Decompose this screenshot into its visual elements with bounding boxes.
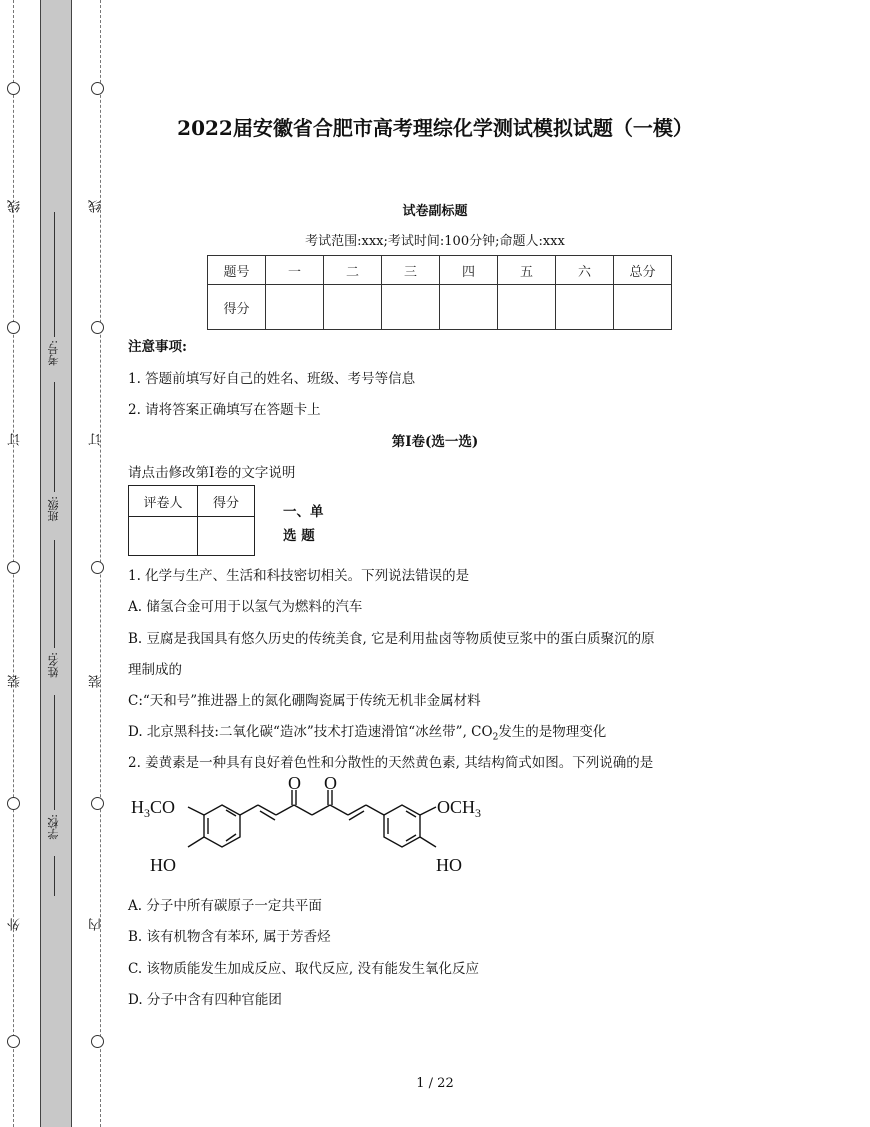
curcumin-structure [128,775,508,885]
margin-char-inner: 装 [89,675,104,688]
field-underline [54,856,55,896]
score-row-label: 得分 [208,285,266,330]
grader-header-cell: 得分 [198,486,255,517]
section-title: 第I卷(选一选) [391,434,479,450]
q2-option-c: C. 该物质能发生加成反应、取代反应, 没有能发生氧化反应 [128,961,480,977]
score-header-cell: 一 [266,256,324,285]
field-label-exam-number: 考号: [47,340,60,366]
q1-option-d [128,720,606,743]
page-title: 2022届安徽省合肥市高考理综化学测试模拟试题（一模） [177,116,693,140]
binding-hole-icon [7,321,20,334]
q1-option-b-cont: 理制成的 [128,662,182,678]
label-och3: OCH [437,797,476,817]
q2-stem: 2. 姜黄素是一种具有良好着色性和分散性的天然黄色素, 其结构简式如图。下列说确的是 [128,755,654,771]
field-label-name: 姓名: [47,652,60,678]
notes-heading: 注意事项: [128,339,187,355]
score-table [207,255,672,330]
svg-text:H3CO [131,797,175,820]
score-header-cell: 总分 [614,256,672,285]
binding-hole-icon [7,797,20,810]
label-h3co-end: CO [150,797,176,817]
field-underline [54,695,55,810]
binding-hole-icon [91,561,104,574]
q1-option-d-text-end: 发生的是物理变化 [498,724,607,740]
question-type-line1: 一、单 [283,504,324,520]
q1-option-b: B. 豆腐是我国具有悠久历史的传统美食, 它是利用盐卤等物质使豆浆中的蛋白质聚沉的原 [128,631,655,647]
binding-hole-icon [91,797,104,810]
q2-option-d: D. 分子中含有四种官能团 [128,992,282,1008]
score-cell [440,285,498,330]
score-header-cell: 五 [498,256,556,285]
label-h3co-sub: 3 [144,806,150,820]
note-item: 1. 答题前填写好自己的姓名、班级、考号等信息 [128,371,416,387]
score-cell [324,285,382,330]
score-cell [498,285,556,330]
binding-hole-icon [91,1035,104,1048]
question-type-line2: 选 题 [283,528,315,544]
field-underline [54,540,55,648]
q1-option-d-subscript: 2 [492,732,499,743]
field-label-school: 学校: [47,814,60,840]
margin-char-outer: 装 [8,675,23,688]
score-header-cell: 三 [382,256,440,285]
score-cell [614,285,672,330]
margin-char-inner: 线 [89,200,104,213]
binding-hole-icon [7,1035,20,1048]
exam-info: 考试范围:xxx;考试时间:100分钟;命题人:xxx [305,234,565,249]
grader-table [128,485,255,556]
field-label-class: 班级: [47,496,60,522]
svg-text:OCH3 [437,797,481,820]
binding-hole-icon [7,82,20,95]
score-header-cell: 四 [440,256,498,285]
q2-option-b: B. 该有机物含有苯环, 属于芳香烃 [128,929,331,945]
q1-option-a: A. 储氢合金可用于以氢气为燃料的汽车 [128,599,363,615]
label-o-1: O [288,775,301,793]
label-och3-sub: 3 [475,806,482,820]
score-cell [382,285,440,330]
margin-char-outer: 线 [8,200,23,213]
label-h3co: H [131,797,144,817]
binding-hole-icon [91,321,104,334]
page-number: 1 / 22 [416,1076,454,1091]
score-header-cell: 二 [324,256,382,285]
grader-cell [198,517,255,556]
label-ho-left: HO [150,855,176,875]
label-o-2: O [324,775,337,793]
q1-stem: 1. 化学与生产、生活和科技密切相关。下列说法错误的是 [128,568,470,584]
margin-char-outer: 订 [8,433,23,446]
q1-option-c: C:“天和号”推进器上的氮化硼陶瓷属于传统无机非金属材料 [128,693,481,709]
margin-char-inner: 内 [89,918,104,931]
note-item: 2. 请将答案正确填写在答题卡上 [128,402,321,418]
label-ho-right: HO [436,855,462,875]
grader-cell [129,517,198,556]
grader-header-cell: 评卷人 [129,486,198,517]
page-subtitle: 试卷副标题 [402,204,468,219]
binding-hole-icon [7,561,20,574]
margin-char-outer: 外 [8,918,23,931]
score-header-cell: 六 [556,256,614,285]
binding-strip [40,0,72,1127]
q2-option-a: A. 分子中所有碳原子一定共平面 [128,898,322,914]
score-cell [266,285,324,330]
score-cell [556,285,614,330]
section-instruction: 请点击修改第I卷的文字说明 [128,465,296,481]
binding-hole-icon [91,82,104,95]
q1-option-d-text: D. 北京黑科技:二氧化碳“造冰”技术打造速滑馆“冰丝带”, CO [128,724,493,740]
margin-char-inner: 订 [89,433,104,446]
score-header-cell: 题号 [208,256,266,285]
